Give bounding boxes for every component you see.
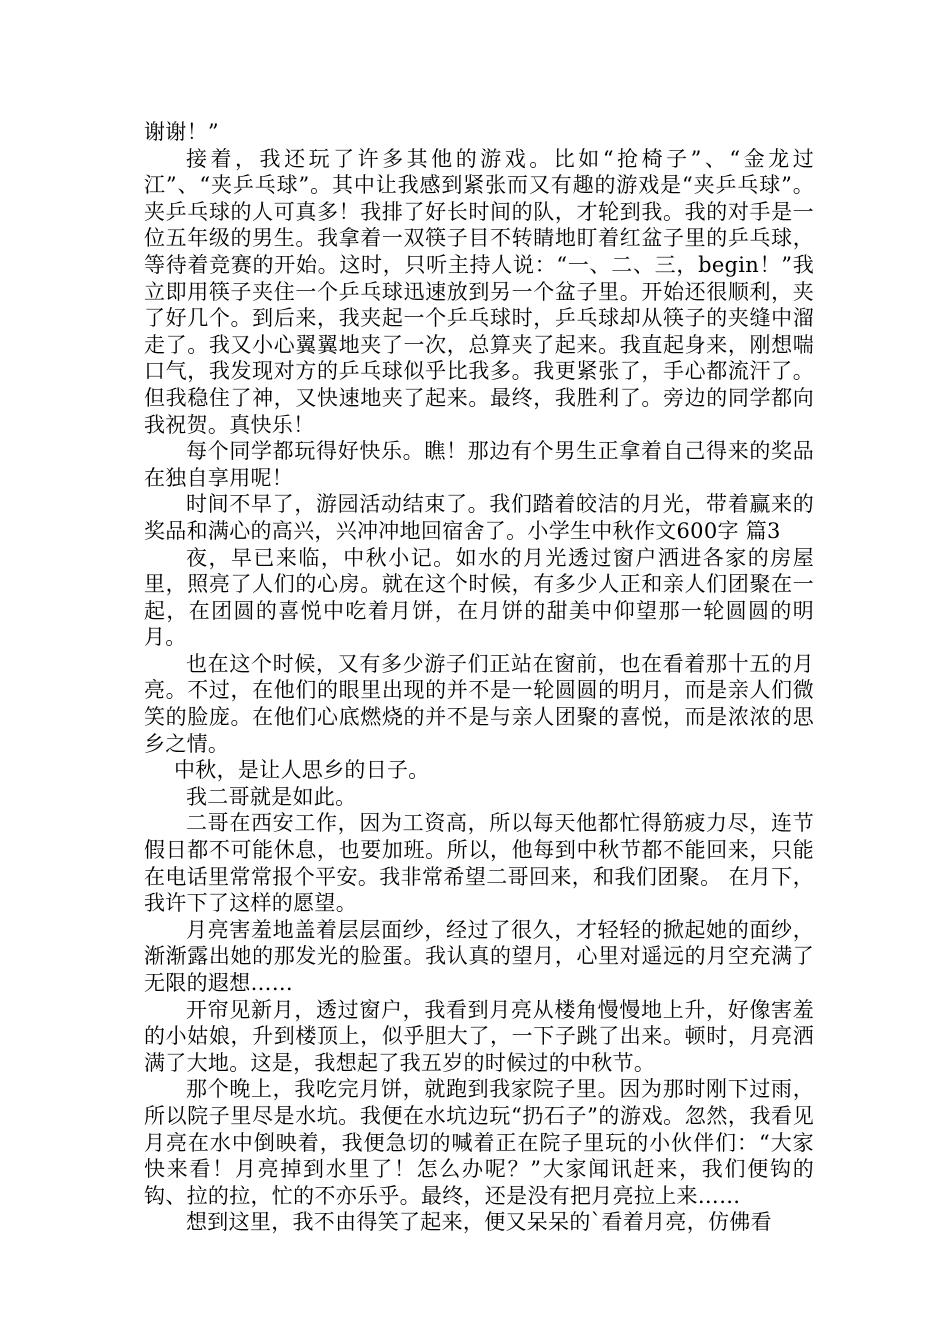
paragraph: 想到这里，我不由得笑了起来，便又呆呆的`看着月亮，仿佛看 bbox=[186, 1210, 772, 1235]
paragraph: 时间不早了，游园活动结束了。我们踏着皎洁的月光，带着赢来的奖品和满心的高兴，兴冲冲地回宿舍了。小学生中秋作文600字 篇3 bbox=[144, 492, 814, 543]
paragraph: 每个同学都玩得好快乐。瞧！那边有个男生正拿着自己得来的奖品在独自享用呢！ bbox=[144, 439, 814, 490]
paragraph: 月亮害羞地盖着层层面纱，经过了很久，才轻轻的掀起她的面纱，渐渐露出她的那发光的脸蛋。我认真的望月，心里对遥远的月空充满了无限的遐想…… bbox=[144, 917, 814, 995]
paragraph: 我二哥就是如此。 bbox=[186, 784, 357, 809]
paragraph: 中秋，是让人思乡的日子。 bbox=[174, 758, 430, 783]
paragraph: 开帘见新月，透过窗户，我看到月亮从楼角慢慢地上升，好像害羞的小姑娘，升到楼顶上，似乎胆大了，一下子跳了出来。顿时，月亮洒满了大地。这是，我想起了我五岁的时候过的中秋节。 bbox=[144, 997, 814, 1075]
paragraph: 也在这个时候，又有多少游子们正站在窗前，也在看着那十五的月亮。不过，在他们的眼里出现的并不是一轮圆圆的明月，而是亲人们微笑的脸庞。在他们心底燃烧的并不是与亲人团聚的喜悦，而是浓浓的思乡之情。 bbox=[144, 651, 814, 756]
body-text bbox=[144, 119, 814, 1236]
paragraph: 二哥在西安工作，因为工资高，所以每天他都忙得筋疲力尽，连节假日都不可能休息，也要加班。所以，他每到中秋节都不能回来，只能在电话里常常报个平安。我非常希望二哥回来，和我们团聚。 在月下，我许下了这样的愿望。 bbox=[144, 811, 814, 916]
paragraph: 夜，早已来临，中秋小记。如水的月光透过窗户洒进各家的房屋里，照亮了人们的心房。就在这个时候，有多少人正和亲人们团聚在一起，在团圆的喜悦中吃着月饼，在月饼的甜美中仰望那一轮圆圆的明月。 bbox=[144, 545, 814, 650]
paragraph: 接着，我还玩了许多其他的游戏。比如“抢椅子”、“金龙过江”、“夹乒乓球”。其中让我感到紧张而又有趣的游戏是“夹乒乓球”。夹乒乓球的人可真多！我排了好长时间的队，才轮到我。我的对手是一位五年级的男生。我拿着一双筷子目不转睛地盯着红盆子里的乒乓球，等待着竞赛的开始。这时，只听主持人说：“一、二、三，begin！”我立即用筷子夹住一个乒乓球迅速放到另一个盆子里。开始还很顺利，夹了好几个。到后来，我夹起一个乒乓球时，乒乓球却从筷子的夹缝中溜走了。我又小心翼翼地夹了一次，总算夹了起来。我直起身来，刚想喘口气，我发现对方的乒乓球似乎比我多。我更紧张了，手心都流汗了。但我稳住了神，又快速地夹了起来。最终，我胜利了。旁边的同学都向我祝贺。真快乐！ bbox=[144, 146, 814, 437]
paragraph: 谢谢！” bbox=[144, 120, 219, 144]
paragraph: 那个晚上，我吃完月饼，就跑到我家院子里。因为那时刚下过雨，所以院子里尽是水坑。我便在水坑边玩“扔石子”的游戏。忽然，我看见月亮在水中倒映着，我便急切的喊着正在院子里玩的小伙伴们：“大家快来看！月亮掉到水里了！怎么办呢？”大家闻讯赶来，我们便钩的钩、拉的拉，忙的不亦乐乎。最终，还是没有把月亮拉上来…… bbox=[144, 1077, 814, 1208]
